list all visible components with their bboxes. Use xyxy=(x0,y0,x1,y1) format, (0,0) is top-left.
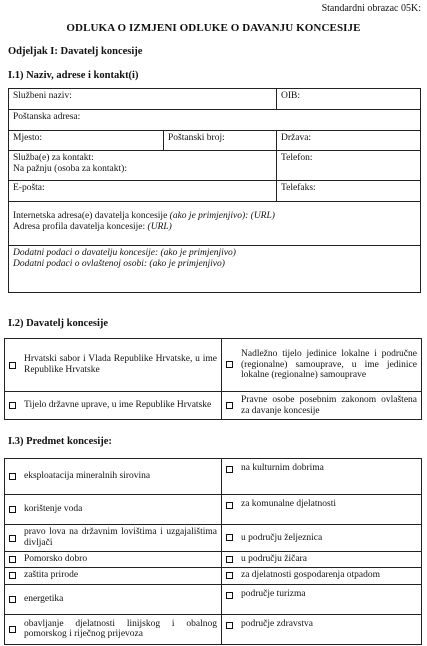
checkbox-icon[interactable] xyxy=(9,572,16,579)
checkbox-icon[interactable] xyxy=(226,361,233,368)
official-name-field[interactable] xyxy=(9,89,277,110)
subject-option-label: eksploatacija mineralnih sirovina xyxy=(24,471,151,482)
grantor-option-1[interactable] xyxy=(5,339,222,392)
checkbox-icon[interactable] xyxy=(9,596,16,603)
section-1-heading: Odjeljak I: Davatelj koncesije xyxy=(8,46,143,57)
subject-table xyxy=(4,458,422,645)
internet-address-label: Internetska adresa(e) davatelja koncesije xyxy=(13,211,168,221)
checkbox-icon[interactable] xyxy=(9,473,16,480)
checkbox-icon[interactable] xyxy=(226,502,233,509)
subject-option[interactable] xyxy=(222,584,422,614)
postal-code-field[interactable] xyxy=(164,131,277,151)
additional-grantor-info: Dodatni podaci o davatelju koncesije: (ako je primjenjivo) xyxy=(13,248,236,258)
grantor-type-table xyxy=(4,338,422,420)
checkbox-icon[interactable] xyxy=(226,622,233,629)
subject-option[interactable] xyxy=(222,459,422,495)
grantor-option-3[interactable] xyxy=(5,392,222,420)
internet-address-field[interactable] xyxy=(9,202,421,246)
subject-option[interactable] xyxy=(222,525,422,552)
subject-option[interactable] xyxy=(222,495,422,525)
fax-field[interactable] xyxy=(277,181,421,202)
subject-option[interactable] xyxy=(5,459,222,495)
grantor-option-label: Tijelo državne uprave, u ime Republike Hrvatske xyxy=(24,400,212,411)
checkbox-icon[interactable] xyxy=(9,402,16,409)
subject-option[interactable] xyxy=(222,567,422,584)
subject-option[interactable] xyxy=(5,525,222,552)
subject-option[interactable] xyxy=(5,495,222,525)
checkbox-icon[interactable] xyxy=(9,626,16,633)
grantor-option-label: Pravne osobe posebnim zakonom ovlaštena za davanje koncesije xyxy=(241,394,417,416)
oib-field[interactable] xyxy=(277,89,421,110)
phone-field[interactable] xyxy=(277,151,421,181)
subject-option-label: obavljanje djelatnosti linijskog i obalnog pomorskog i riječnog prijevoza xyxy=(24,618,217,640)
subject-option-label: korištenje voda xyxy=(24,504,83,515)
subject-option-label: za djelatnosti gospodarenja otpadom xyxy=(241,570,381,581)
subject-option[interactable] xyxy=(5,614,222,644)
checkbox-icon[interactable] xyxy=(9,362,16,369)
profile-address-note: (URL) xyxy=(147,221,172,232)
subject-option-label: u području žičara xyxy=(241,554,307,564)
subject-option-label: u području željeznica xyxy=(241,532,323,543)
fax-label: Telefaks: xyxy=(281,183,316,193)
subject-option-label: pravo lova na državnim lovištima i uzgajalištima divljači xyxy=(24,527,217,548)
grantor-option-label: Nadležno tijelo jedinice lokalne i područne (regionalne) samouprave, u ime jedinice lokalne (regionalne) samouprave xyxy=(241,348,417,381)
checkbox-icon[interactable] xyxy=(226,466,233,473)
additional-info-field[interactable] xyxy=(9,246,421,293)
postal-code-label: Poštanski broj: xyxy=(168,133,225,143)
city-field[interactable] xyxy=(9,131,164,151)
country-field[interactable] xyxy=(277,131,421,151)
checkbox-icon[interactable] xyxy=(9,556,16,563)
subject-option-label: područje zdravstva xyxy=(241,618,314,629)
attention-label: Na pažnju (osoba za kontakt): xyxy=(13,163,127,174)
grantor-option-4[interactable] xyxy=(222,392,422,420)
contact-service-label: Služba(e) za kontakt: xyxy=(13,153,94,163)
internet-address-note: (ako je primjenjivo): (URL) xyxy=(169,211,275,221)
subject-option[interactable] xyxy=(5,552,222,568)
additional-person-info: Dodatni podaci o ovlaštenoj osobi: (ako je primjenjivo) xyxy=(13,258,225,269)
subject-option[interactable] xyxy=(222,552,422,568)
document-title: ODLUKA O IZMJENI ODLUKE O DAVANJU KONCESIJE xyxy=(66,22,361,34)
subject-option-label: Pomorsko dobro xyxy=(24,554,88,564)
phone-label: Telefon: xyxy=(281,153,313,163)
checkbox-icon[interactable] xyxy=(9,506,16,513)
subject-option-label: zaštita prirode xyxy=(24,570,79,581)
subject-option-label: na kulturnim dobrima xyxy=(241,463,324,473)
postal-address-label: Poštanska adresa: xyxy=(13,112,81,122)
postal-address-field[interactable] xyxy=(9,110,421,131)
email-field[interactable] xyxy=(9,181,277,202)
section-1-1-heading: I.1) Naziv, adrese i kontakt(i) xyxy=(8,70,139,81)
city-label: Mjesto: xyxy=(13,133,43,143)
checkbox-icon[interactable] xyxy=(226,402,233,409)
grantor-option-label: Hrvatski sabor i Vlada Republike Hrvatske, u ime Republike Hrvatske xyxy=(24,354,217,375)
email-label: E-pošta: xyxy=(13,183,45,193)
country-label: Država: xyxy=(281,133,312,143)
oib-label: OIB: xyxy=(281,91,300,101)
subject-option-label: područje turizma xyxy=(241,588,306,599)
contact-table xyxy=(8,88,421,293)
profile-address-label: Adresa profila davatelja koncesije: xyxy=(13,221,146,232)
subject-option[interactable] xyxy=(222,614,422,644)
checkbox-icon[interactable] xyxy=(9,535,16,542)
checkbox-icon[interactable] xyxy=(226,556,233,563)
form-code: Standardni obrazac 05K: xyxy=(321,3,421,14)
subject-option[interactable] xyxy=(5,567,222,584)
section-1-3-heading: I.3) Predmet koncesije: xyxy=(8,436,112,447)
checkbox-icon[interactable] xyxy=(226,592,233,599)
grantor-option-2[interactable] xyxy=(222,339,422,392)
checkbox-icon[interactable] xyxy=(226,534,233,541)
subject-option[interactable] xyxy=(5,584,222,614)
official-name-label: Službeni naziv: xyxy=(13,91,72,101)
subject-option-label: za komunalne djelatnosti xyxy=(241,499,336,509)
contact-service-field[interactable] xyxy=(9,151,277,181)
subject-option-label: energetika xyxy=(24,593,64,604)
section-1-2-heading: I.2) Davatelj koncesije xyxy=(8,318,109,329)
checkbox-icon[interactable] xyxy=(226,572,233,579)
